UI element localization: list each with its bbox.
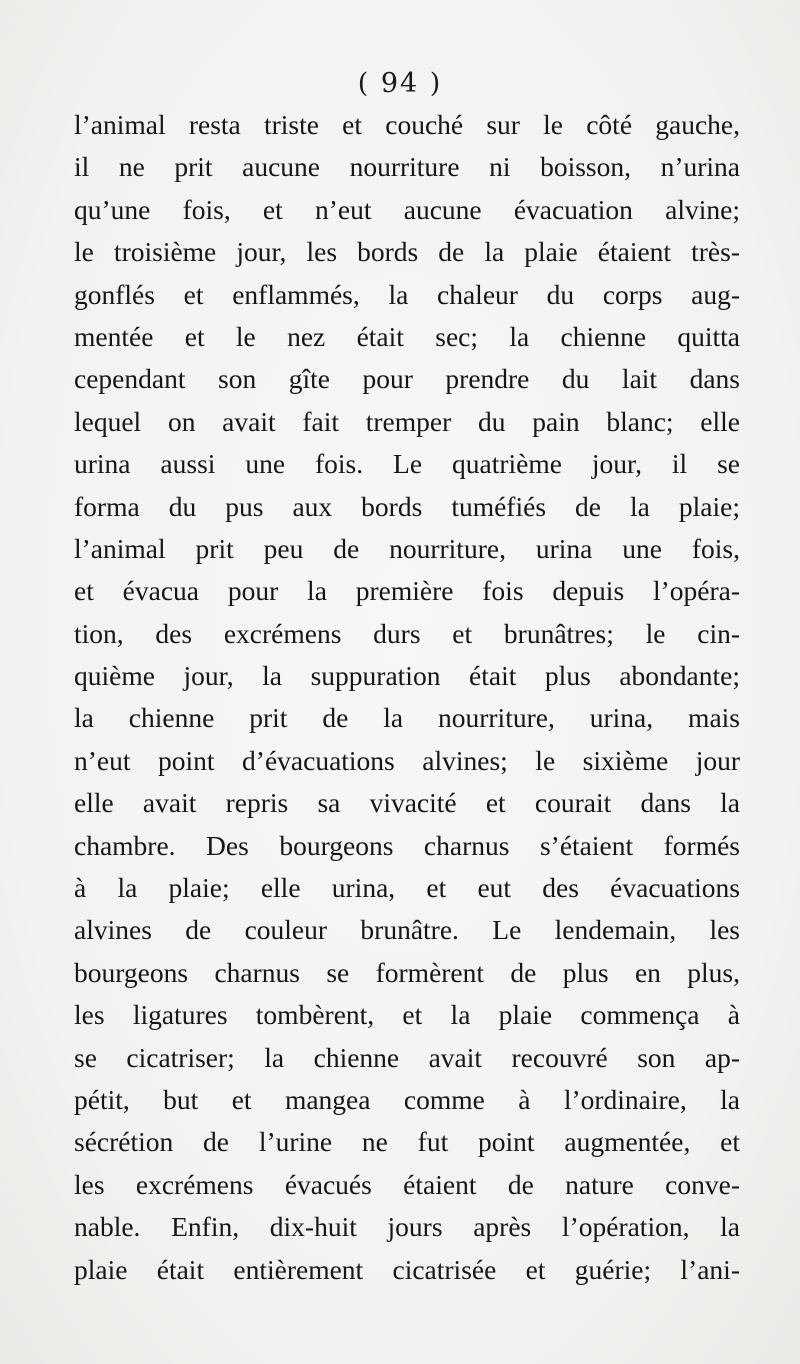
text-line: l’animal resta triste et couché sur le côté gauche, (74, 109, 740, 140)
text-line: le troisième jour, les bords de la plaie étaient très- (74, 236, 740, 268)
text-line: bourgeons charnus se formèrent de plus en plus, (74, 956, 740, 988)
body-text (74, 104, 740, 1291)
text-line: chambre. Des bourgeons charnus s’étaient formés (74, 829, 740, 861)
text-line: et évacua pour la première fois depuis l’opéra- (74, 575, 740, 607)
text-line: quième jour, la suppuration était plus abondante; (74, 660, 740, 692)
text-line: tion, des excrémens durs et brunâtres; le cin- (74, 617, 740, 649)
text-line: elle avait repris sa vivacité et courait dans la (74, 787, 740, 819)
text-line: lequel on avait fait tremper du pain blanc; elle (74, 405, 740, 437)
text-line: la chienne prit de la nourriture, urina, mais (74, 702, 740, 734)
text-line: gonflés et enflammés, la chaleur du corps aug- (74, 278, 740, 310)
text-line: à la plaie; elle urina, et eut des évacuations (74, 872, 740, 904)
text-line: alvines de couleur brunâtre. Le lendemain, les (74, 914, 740, 946)
page-number: ( 94 ) (357, 68, 443, 99)
text-line: nable. Enfin, dix-huit jours après l’opération, la (74, 1211, 740, 1243)
text-line: plaie était entièrement cicatrisée et guérie; l’ani- (74, 1253, 740, 1285)
text-line: pétit, but et mangea comme à l’ordinaire, la (74, 1083, 740, 1115)
text-line: les excrémens évacués étaient de nature conve- (74, 1168, 740, 1200)
text-line: il ne prit aucune nourriture ni boisson, n’urina (74, 151, 740, 183)
text-line: qu’une fois, et n’eut aucune évacuation alvine; (74, 193, 740, 225)
text-line: mentée et le nez était sec; la chienne quitta (74, 320, 740, 352)
text-line: cependant son gîte pour prendre du lait dans (74, 363, 740, 395)
text-line: urina aussi une fois. Le quatrième jour, il se (74, 448, 740, 480)
text-line: les ligatures tombèrent, et la plaie commença à (74, 999, 740, 1031)
text-line: forma du pus aux bords tuméfiés de la plaie; (74, 490, 740, 522)
text-line: se cicatriser; la chienne avait recouvré son ap- (74, 1041, 740, 1073)
text-line: sécrétion de l’urine ne fut point augmentée, et (74, 1126, 740, 1158)
text-line: n’eut point d’évacuations alvines; le sixième jour (74, 744, 740, 776)
text-line: l’animal prit peu de nourriture, urina une fois, (74, 532, 740, 564)
